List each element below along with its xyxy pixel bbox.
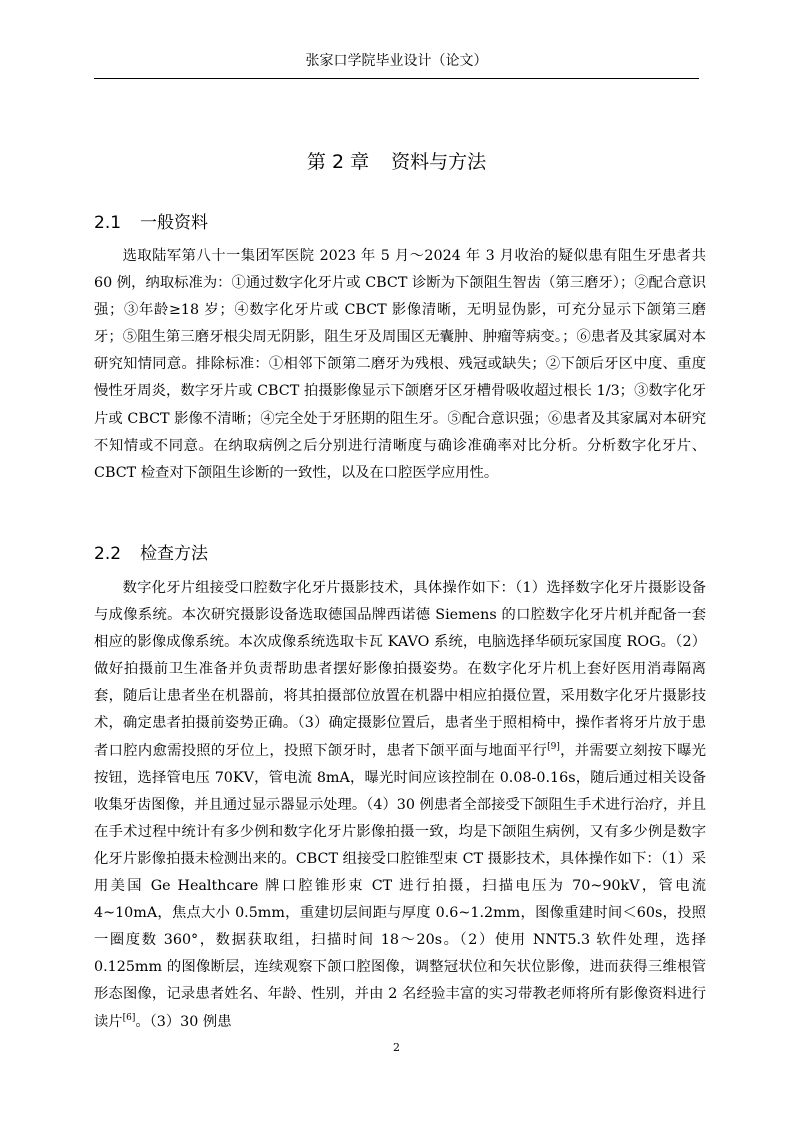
section-heading-2-2 — [94, 541, 208, 567]
paragraph-text: 。（3）30 例患 — [135, 1013, 232, 1030]
header-rule — [94, 78, 699, 79]
page-number: 2 — [393, 1041, 400, 1054]
citation-ref: [9] — [547, 741, 560, 752]
paragraph-examination-methods — [94, 575, 706, 1036]
running-header: 张家口学院毕业设计（论文） — [305, 53, 488, 69]
section-number: 2.1 — [94, 213, 122, 233]
chapter-number: 第 2 章 — [306, 151, 370, 173]
chapter-title: 资料与方法 — [391, 151, 487, 173]
section-heading-2-1 — [94, 210, 208, 236]
paragraph-text: 数字化牙片组接受口腔数字化牙片摄影技术，具体操作如下：（1）选择数字化牙片摄影设备与成像系统。本次研究摄影设备选取德国品牌西诺德 Siemens 的口腔数字化牙片机并配备一套相应的影像成像系统。本次成像系统选取卡瓦 KAVO 系统，电脑选择华硕玩家国度 ROG。（2）做好拍摄前卫生准备并负责帮助患者摆好影像拍摄姿势。在数字化牙片机上套好医用消毒隔离套，随后让患者坐在机器前，将其拍摄部位放置在机器中相应拍摄位置，采用数字化牙片摄影技术，确定患者拍摄前姿势正确。（3）确定摄影位置后，患者坐于照相椅中，操作者将牙片放于患者口腔内愈需投照的牙位上，投照下颌牙时，患者下颌平面与地面平行 — [94, 580, 706, 759]
section-title: 检查方法 — [140, 544, 208, 564]
citation-ref: [6] — [122, 1012, 136, 1023]
section-number: 2.2 — [94, 544, 122, 564]
paragraph-text: ，并需要立刻按下曝光按钮，选择管电压 70KV，管电流 8mA，曝光时间应该控制在 0.08-0.16s，随后通过相关设备收集牙齿图像，并且通过显示器显示处理。（4）30 例患者全部接受下颌阻生手术进行治疗，并且在手术过程中统计有多少例和数字化牙片影像拍摄一致，均是下颌阻生病例，又有多少例是数字化牙片影像拍摄未检测出来的。CBCT 组接受口腔锥型束 CT 摄影技术，具体操作如下：（1）采用美国 Ge Healthcare 牌口腔锥形束 CT 进行拍摄，扫描电压为 70~90kV，管电流 4~10mA，焦点大小 0.5mm，重建切层间距与厚度 0.6~1.2mm，图像重建时间＜60s，投照一圈度数 360°，数据获取组，扫描时间 18～20s。（2）使用 NNT5.3 软件处理，选择 0.125mm 的图像断层，连续观察下颌口腔图像，调整冠状位和矢状位影像，进而获得三维根管形态图像，记录患者姓名、年龄、性别，并由 2 名经验丰富的实习带教老师将所有影像资料进行读片 — [94, 742, 707, 1030]
paragraph-general-materials: 选取陆军第八十一集团军医院 2023 年 5 月～2024 年 3 月收治的疑似患有阻生牙患者共 60 例，纳取标准为：①通过数字化牙片或 CBCT 诊断为下颌阻生智齿（第三磨牙）；②配合意识强；③年龄≥18 岁；④数字化牙片或 CBCT 影像清晰，无明显伪影，可充分显示下颌第三磨牙；⑤阻生第三磨牙根尖周无阴影，阻生牙及周围区无囊肿、肿瘤等病变。；⑥患者及其家属对本研究知情同意。排除标准：①相邻下颌第二磨牙为残根、残冠或缺失；②下颌后牙区中度、重度慢性牙周炎，数字牙片或 CBCT 拍摄影像显示下颌磨牙区牙槽骨吸收超过根长 1/3；③数字化牙片或 CBCT 影像不清晰；④完全处于牙胚期的阻生牙。⑤配合意识强；⑥患者及其家属对本研究不知情或不同意。在纳取病例之后分别进行清晰度与确诊准确率对比分析。分析数字化牙片、CBCT 检查对下颌阻生诊断的一致性，以及在口腔医学应用性。 — [94, 248, 706, 481]
section-title: 一般资料 — [140, 213, 208, 233]
chapter-heading — [94, 148, 699, 176]
